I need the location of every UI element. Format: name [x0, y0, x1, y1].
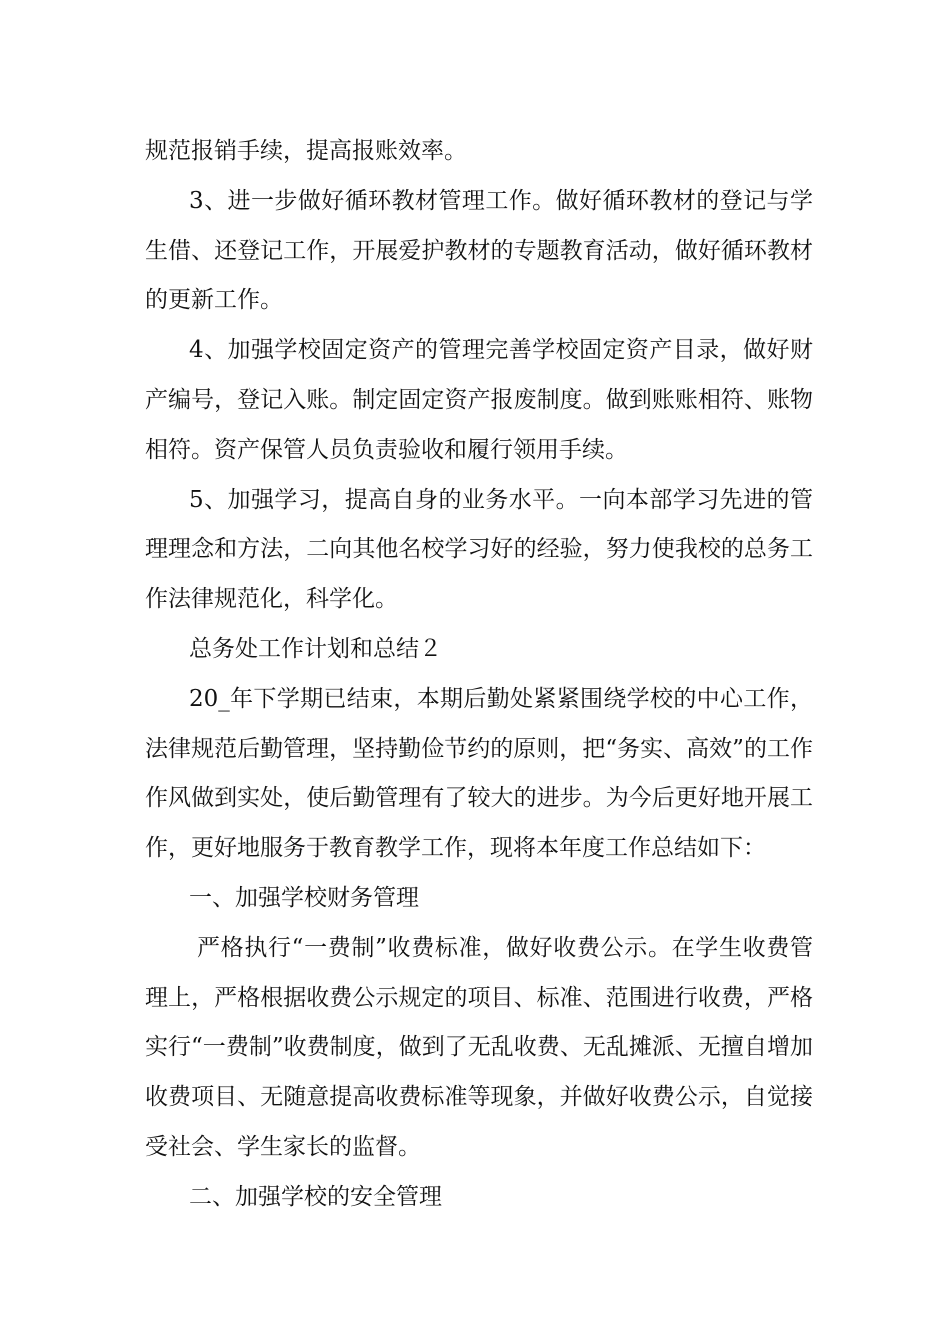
- section-title-plan-2: 总务处工作计划和总结２: [189, 635, 442, 662]
- paragraph-textbook-management: 3、进一步做好循环教材管理工作。做好循环教材的登记与学生借、还登记工作，开展爱护教材的专题教育活动，做好循环教材的更新工作。: [145, 187, 813, 314]
- paragraph-fixed-assets: 4、加强学校固定资产的管理完善学校固定资产目录，做好财产编号，登记入账。制定固定资产报废制度。做到账账相符、账物相符。资产保管人员负责验收和履行领用手续。: [145, 337, 813, 463]
- paragraph-reimbursement-tail: 规范报销手续，提高报账效率。: [145, 138, 467, 164]
- paragraph-study: 5、加强学习，提高自身的业务水平。一向本部学习先进的管理理念和方法，二向其他名校学习好的经验，努力使我校的总务工作法律规范化，科学化。: [145, 486, 813, 613]
- document-body: [145, 127, 813, 1223]
- heading-safety-management: 二、加强学校的安全管理: [189, 1183, 442, 1210]
- paragraph-fee-policy: 严格执行“一费制”收费标准，做好收费公示。在学生收费管理上，严格根据收费公示规定的项目、标准、范围进行收费，严格实行“一费制”收费制度，做到了无乱收费、无乱摊派、无擅自增加收费项目、无随意提高收费标准等现象，并做好收费公示，自觉接受社会、学生家长的监督。: [145, 934, 813, 1160]
- heading-finance-management: 一、加强学校财务管理: [189, 884, 419, 911]
- paragraph-semester-summary: 20_年下学期已结束，本期后勤处紧紧围绕学校的中心工作，法律规范后勤管理，坚持勤俭节约的原则，把“务实、高效”的工作作风做到实处，使后勤管理有了较大的进步。为今后更好地开展工作，更好地服务于教育教学工作，现将本年度工作总结如下：: [145, 685, 813, 862]
